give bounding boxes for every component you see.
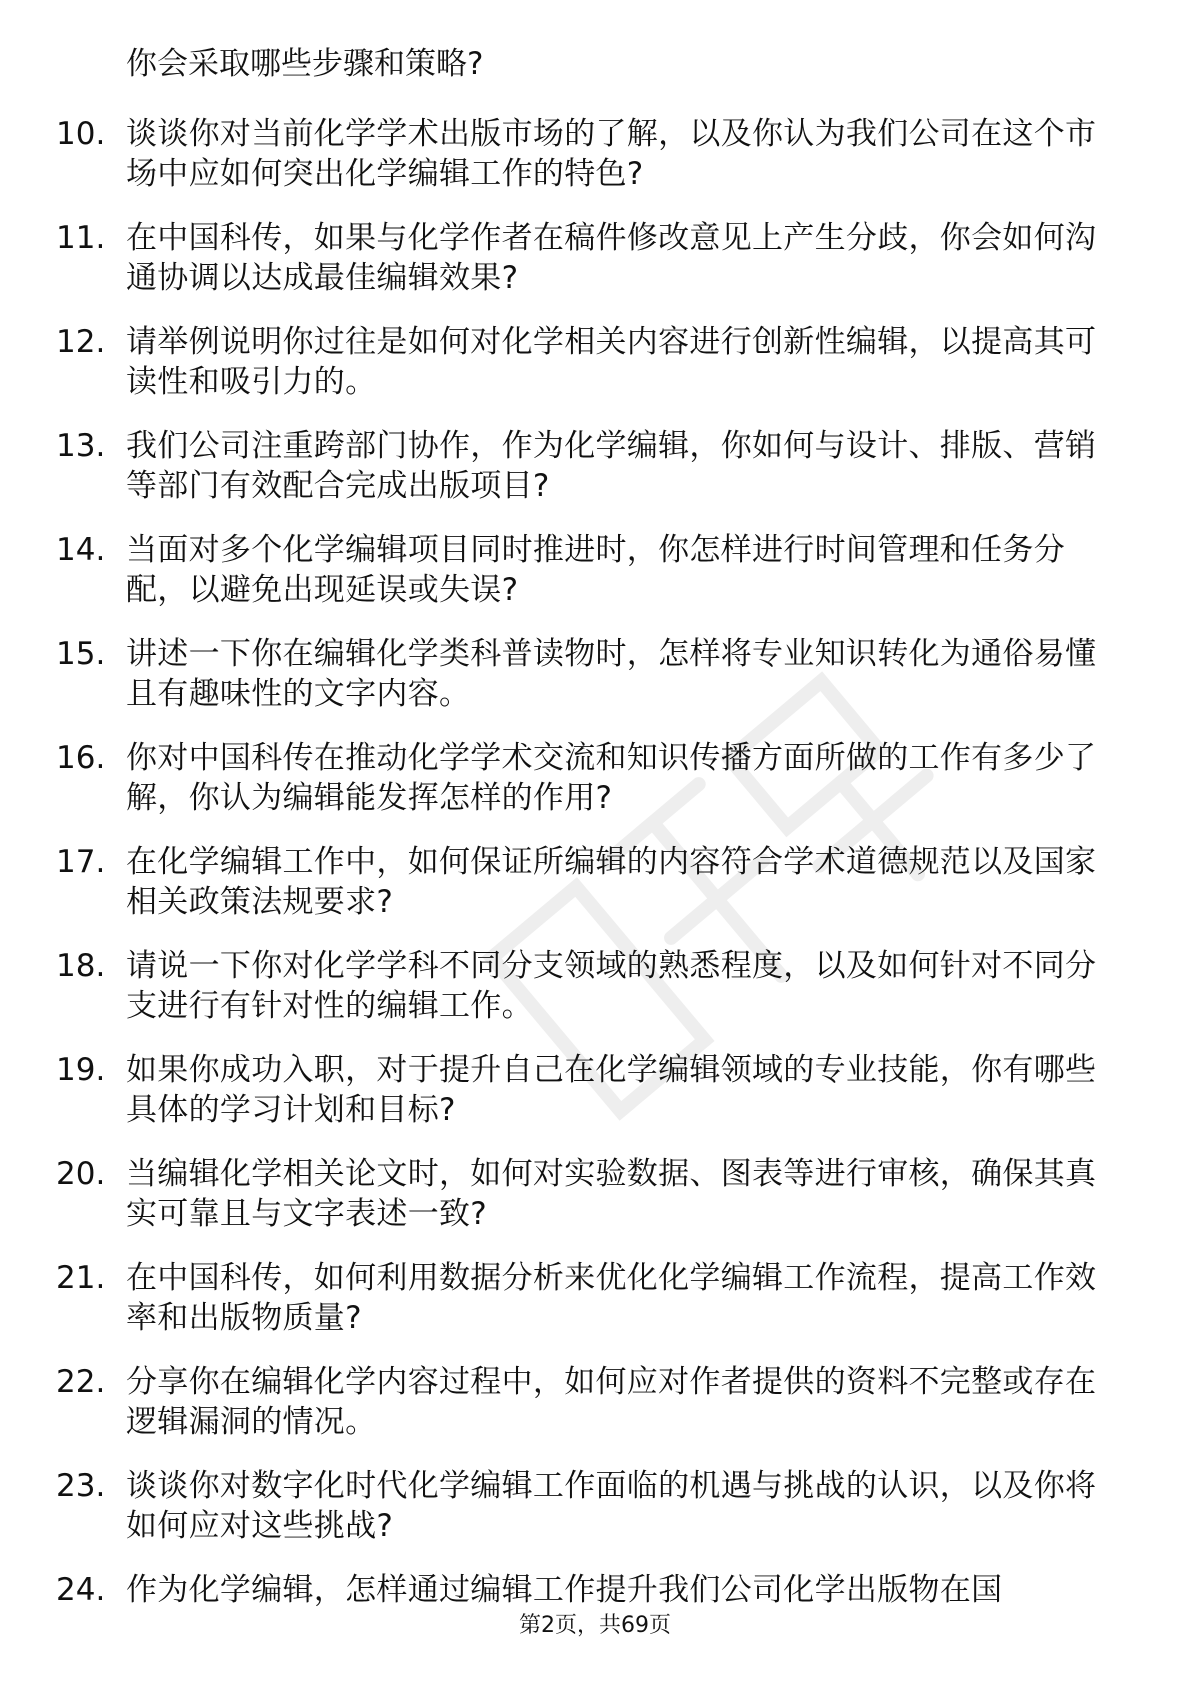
item-number: 11. <box>56 220 106 256</box>
list-item <box>0 946 1190 1050</box>
item-number: 17. <box>56 844 106 880</box>
question-text: 请举例说明你过往是如何对化学相关内容进行创新性编辑，以提高其可读性和吸引力的。 <box>126 324 1097 400</box>
question-text: 在中国科传，如何利用数据分析来优化化学编辑工作流程，提高工作效率和出版物质量? <box>126 1260 1097 1336</box>
list-item <box>0 530 1190 634</box>
list-item <box>0 114 1190 218</box>
question-text: 你对中国科传在推动化学学术交流和知识传播方面所做的工作有多少了解，你认为编辑能发挥怎样的作用? <box>126 740 1097 816</box>
question-text: 当编辑化学相关论文时，如何对实验数据、图表等进行审核，确保其真实可靠且与文字表述一致? <box>126 1156 1097 1232</box>
list-item <box>0 322 1190 426</box>
item-number: 22. <box>56 1364 106 1400</box>
item-number: 21. <box>56 1260 106 1296</box>
question-text: 如果你成功入职，对于提升自己在化学编辑领域的专业技能，你有哪些具体的学习计划和目标? <box>126 1052 1097 1128</box>
list-item <box>0 1362 1190 1466</box>
question-text: 在化学编辑工作中，如何保证所编辑的内容符合学术道德规范以及国家相关政策法规要求? <box>126 844 1097 920</box>
list-item <box>0 1050 1190 1154</box>
list-item <box>0 426 1190 530</box>
question-text: 讲述一下你在编辑化学类科普读物时，怎样将专业知识转化为通俗易懂且有趣味性的文字内容。 <box>126 636 1097 712</box>
item-number: 18. <box>56 948 106 984</box>
list-item <box>0 1258 1190 1362</box>
question-text: 当面对多个化学编辑项目同时推进时，你怎样进行时间管理和任务分配，以避免出现延误或失误? <box>126 532 1065 608</box>
list-item <box>0 218 1190 322</box>
list-item <box>0 738 1190 842</box>
item-number: 10. <box>56 116 106 152</box>
question-text: 谈谈你对当前化学学术出版市场的了解，以及你认为我们公司在这个市场中应如何突出化学编辑工作的特色? <box>126 116 1097 192</box>
question-text: 请说一下你对化学学科不同分支领域的熟悉程度，以及如何针对不同分支进行有针对性的编辑工作。 <box>126 948 1097 1024</box>
list-item <box>0 634 1190 738</box>
page-footer: 第2页，共69页 <box>519 1613 671 1638</box>
question-text: 作为化学编辑，怎样通过编辑工作提升我们公司化学出版物在国 <box>126 1572 1003 1608</box>
continuation-text: 你会采取哪些步骤和策略? <box>126 46 484 82</box>
item-number: 16. <box>56 740 106 776</box>
question-text: 我们公司注重跨部门协作，作为化学编辑，你如何与设计、排版、营销等部门有效配合完成出版项目? <box>126 428 1097 504</box>
item-number: 12. <box>56 324 106 360</box>
item-number: 13. <box>56 428 106 464</box>
question-text: 在中国科传，如果与化学作者在稿件修改意见上产生分歧，你会如何沟通协调以达成最佳编辑效果? <box>126 220 1097 296</box>
item-number: 14. <box>56 532 106 568</box>
item-number: 20. <box>56 1156 106 1192</box>
item-number: 15. <box>56 636 106 672</box>
item-number: 19. <box>56 1052 106 1088</box>
question-text: 谈谈你对数字化时代化学编辑工作面临的机遇与挑战的认识，以及你将如何应对这些挑战? <box>126 1468 1097 1544</box>
list-item <box>0 1466 1190 1570</box>
list-item <box>0 1154 1190 1258</box>
question-text: 分享你在编辑化学内容过程中，如何应对作者提供的资料不完整或存在逻辑漏洞的情况。 <box>126 1364 1097 1440</box>
question-list <box>0 114 1190 1674</box>
item-number: 24. <box>56 1572 106 1608</box>
item-number: 23. <box>56 1468 106 1504</box>
list-item <box>0 842 1190 946</box>
